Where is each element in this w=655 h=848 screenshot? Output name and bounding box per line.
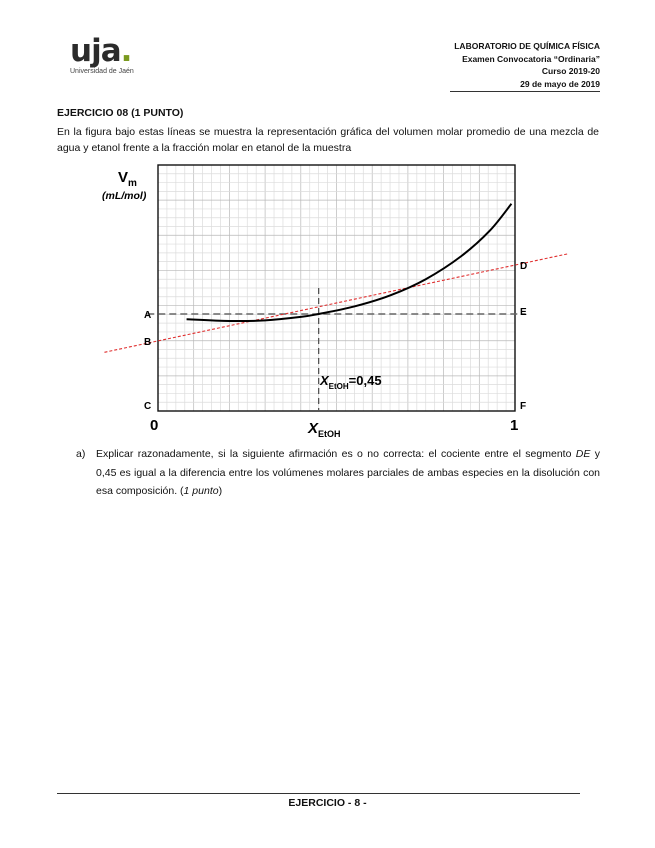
segment-de: DE — [575, 448, 591, 460]
point-label-b: B — [144, 337, 152, 348]
header-divider — [450, 91, 600, 92]
x-tick-zero: 0 — [150, 417, 159, 434]
exam-name: Examen Convocatoria “Ordinaria” — [462, 53, 600, 64]
point-label-d: D — [520, 261, 528, 272]
lab-name: LABORATORIO DE QUÍMICA FÍSICA — [454, 41, 600, 51]
y-axis-units: (mL/mol) — [102, 190, 147, 202]
exam-header — [454, 40, 600, 90]
point-label-f: F — [520, 401, 527, 412]
exercise-description: En la figura bajo estas líneas se muestra la representación gráfica del volumen molar promedio de una mezcla de agua y etanol frente a la fracción molar en etanol de la muestra — [57, 126, 599, 154]
point-label-e: E — [520, 307, 527, 318]
molar-volume-chart — [100, 160, 570, 442]
volume-figure — [100, 160, 570, 447]
university-name: Universidad de Jaén — [70, 68, 134, 75]
point-label-c: C — [144, 401, 152, 412]
university-logo — [70, 33, 160, 75]
exercise-title: EJERCICIO 08 (1 PUNTO) — [57, 107, 184, 119]
x-tick-one: 1 — [510, 417, 519, 434]
question-text: Explicar razonadamente, si la siguiente afirmación es o no correcta: el cociente entre el segmento DE y 0,45 es igual a la diferencia entre los volúmenes molares parciales de ambas especies en la disolución con esa composición. (1 punto) — [96, 448, 600, 497]
page-footer: EJERCICIO - 8 - — [288, 797, 367, 809]
y-axis-label: $V_m$ — [118, 169, 137, 189]
footer-divider — [57, 793, 580, 794]
exam-date: 29 de mayo de 2019 — [520, 78, 600, 89]
question-label: a) — [76, 448, 86, 460]
point-label-a: A — [144, 310, 152, 321]
question-a — [76, 445, 600, 501]
question-points: 1 punto — [183, 485, 219, 497]
chart-grid — [158, 165, 515, 411]
course: Curso 2019-20 — [541, 66, 600, 76]
xethoh-annotation: $X_{EtOH}=0,45$ — [320, 373, 382, 391]
logo-mark: uja. — [70, 33, 132, 69]
x-axis-label: $X_{EtOH}$ — [308, 420, 341, 439]
